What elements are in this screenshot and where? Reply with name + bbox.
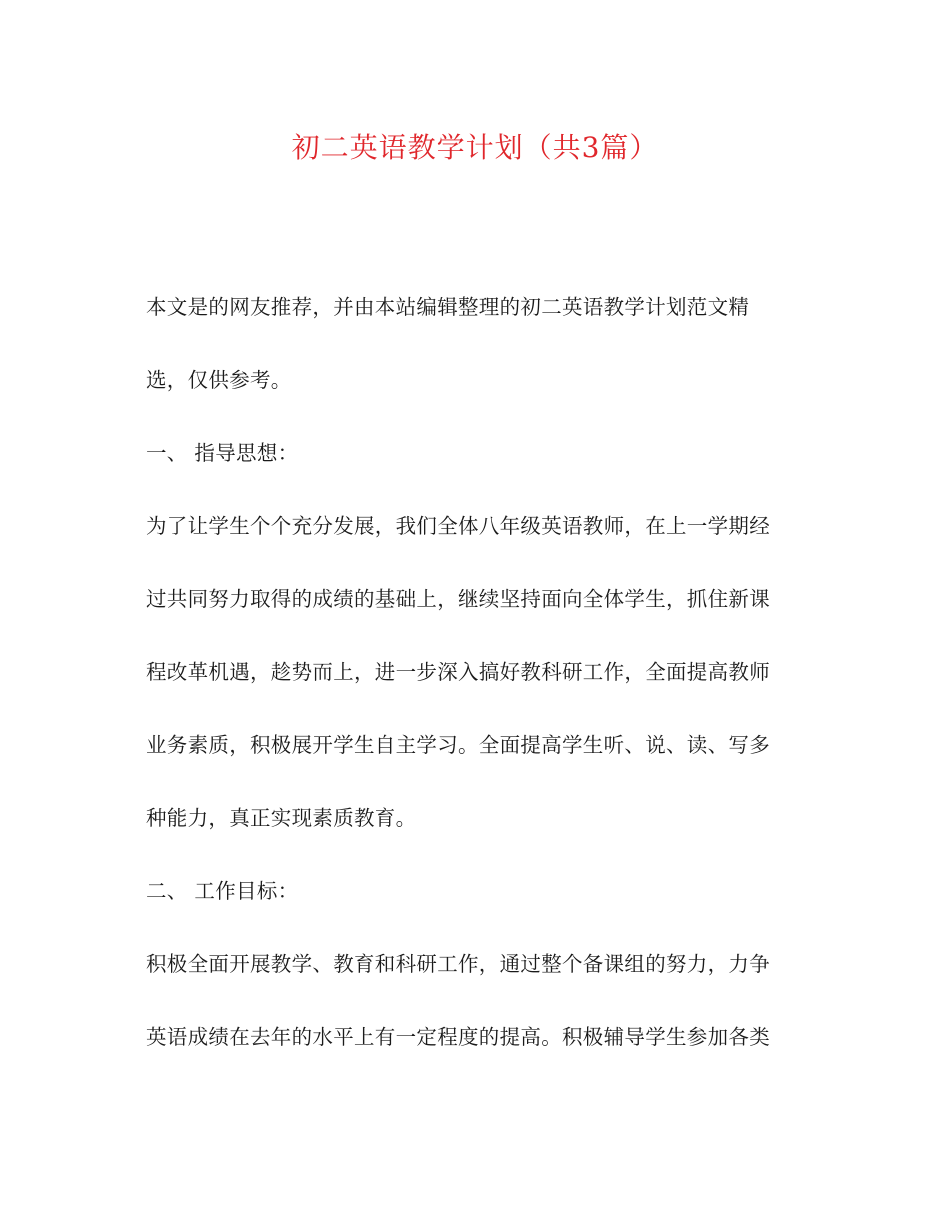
paragraph-ideology-line-3: 程改革机遇，趁势而上，进一步深入搞好教科研工作，全面提高教师	[146, 660, 770, 684]
section-heading-work-goals: 二、 工作目标：	[146, 879, 299, 903]
paragraph-ideology-line-2: 过共同努力取得的成绩的基础上，继续坚持面向全体学生，抓住新课	[146, 587, 770, 611]
paragraph-intro-line-1: 本文是的网友推荐，并由本站编辑整理的初二英语教学计划范文精	[146, 295, 750, 319]
paragraph-ideology-line-5: 种能力，真正实现素质教育。	[146, 806, 417, 830]
document-body	[146, 283, 806, 1086]
paragraph-goals-line-2: 英语成绩在去年的水平上有一定程度的提高。积极辅导学生参加各类	[146, 1025, 770, 1049]
paragraph-ideology-line-4: 业务素质，积极展开学生自主学习。全面提高学生听、说、读、写多	[146, 733, 770, 757]
paragraph-intro-line-2: 选，仅供参考。	[146, 368, 292, 392]
paragraph-goals-line-1: 积极全面开展教学、教育和科研工作，通过整个备课组的努力，力争	[146, 952, 770, 976]
document-title: 初二英语教学计划（共3篇）	[291, 131, 659, 164]
section-heading-guiding-ideology: 一、 指导思想：	[146, 441, 299, 465]
paragraph-ideology-line-1: 为了让学生个个充分发展，我们全体八年级英语教师，在上一学期经	[146, 514, 770, 538]
